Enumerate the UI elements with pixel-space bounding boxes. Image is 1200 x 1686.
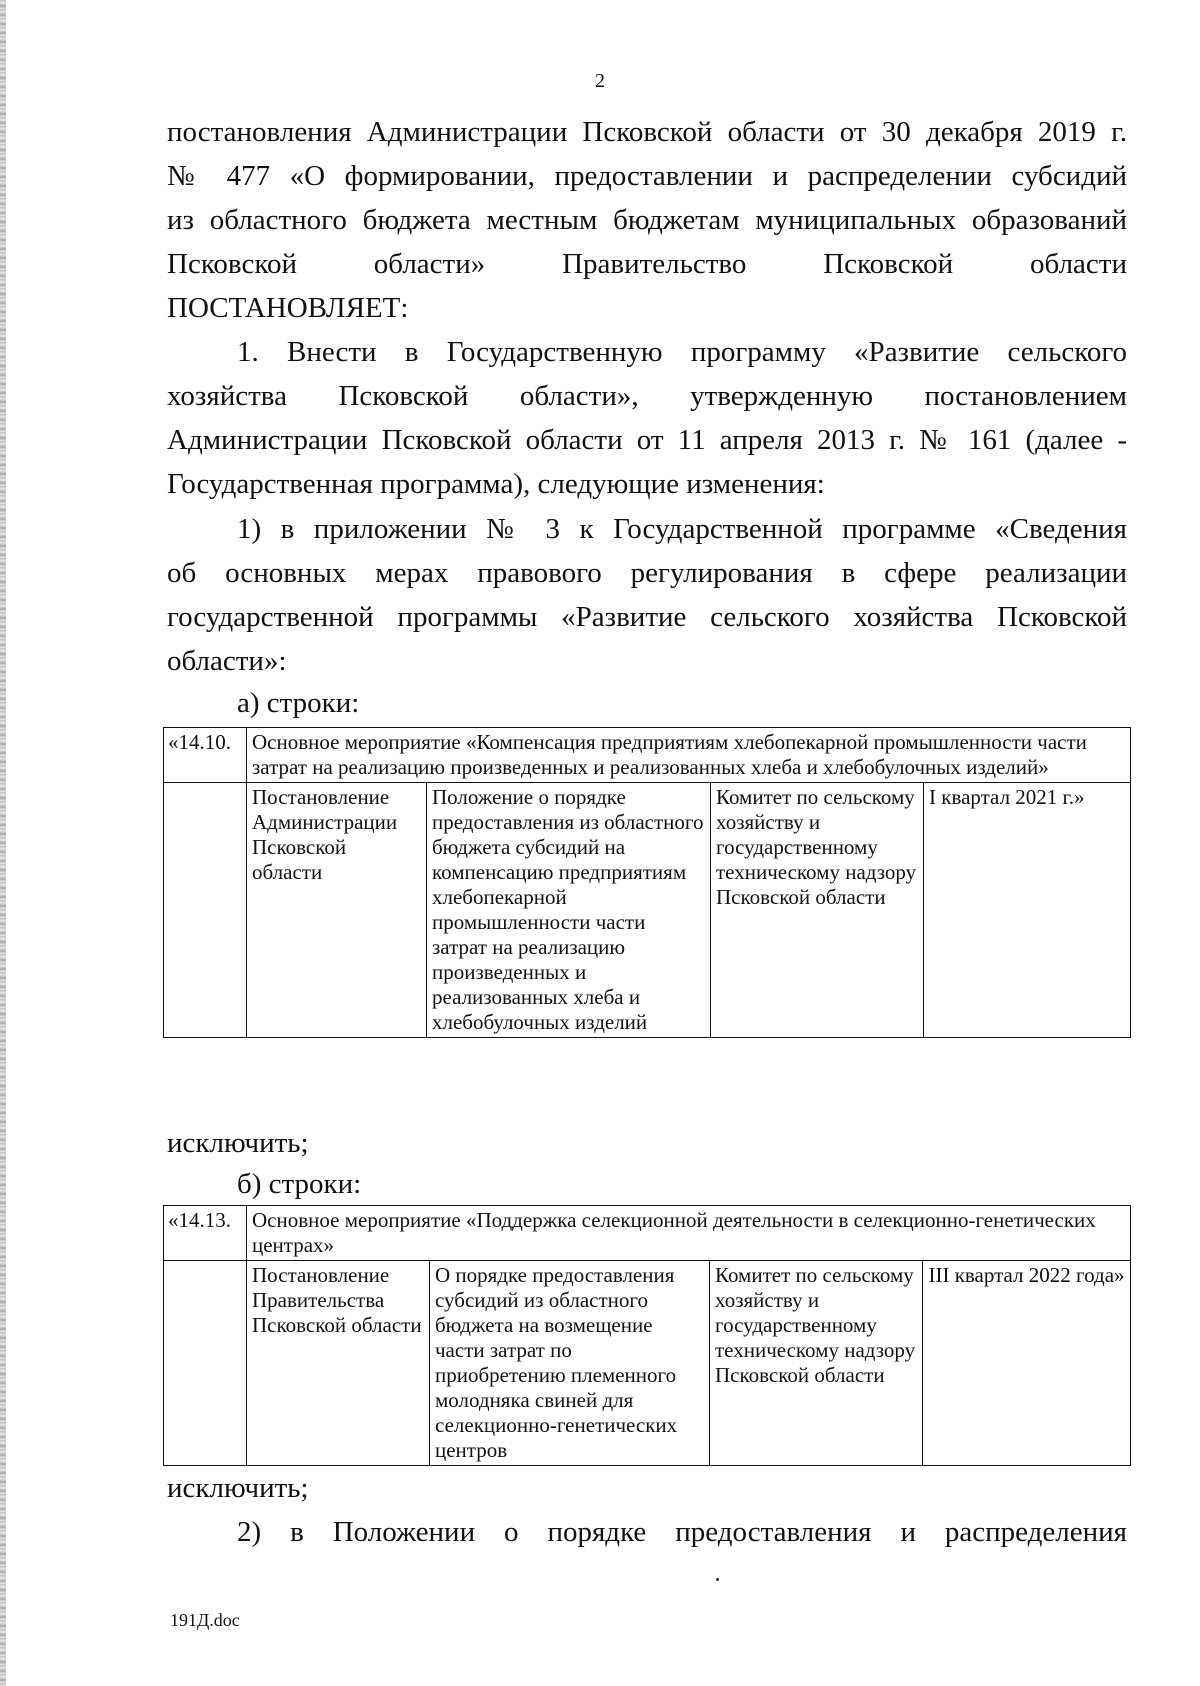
deadline-cell: I квартал 2021 г.»: [924, 783, 1131, 1038]
act-type-cell: Постановление Администрации Псковской области: [247, 783, 427, 1038]
footer-filename: 191Д.doc: [170, 1610, 240, 1630]
measure-title-cell: Основное мероприятие «Компенсация предприятиям хлебопекарной промышленности части затрат на реализацию произведенных и реализованных хлеба и хлебобулочных изделий»: [247, 728, 1131, 783]
text-line: Администрации Псковской области от 11 апреля 2013 г. № 161 (далее -: [167, 424, 1127, 456]
section-b-action: [167, 1466, 1127, 1510]
act-name-cell: О порядке предоставления субсидий из областного бюджета на возмещение части затрат по приобретению племенного молодняка свиней для селекционно-генетических центров: [430, 1261, 710, 1466]
section-b-label: [167, 1162, 1127, 1206]
text-line: 2) в Положении о порядке предоставления и распределения: [237, 1516, 1127, 1548]
row-number-cell: «14.10.: [164, 728, 247, 783]
section-label: б) строки:: [237, 1168, 362, 1200]
executor-cell: Комитет по сельскому хозяйству и государственному техническому надзору Псковской области: [711, 783, 924, 1038]
text-line: ПОСТАНОВЛЯЕТ:: [167, 292, 409, 324]
scan-speck: [716, 1578, 719, 1581]
intro-paragraph: [167, 110, 1127, 330]
text-line: Государственная программа), следующие изменения:: [167, 468, 825, 500]
table-row: [164, 1261, 1131, 1466]
text-line: из областного бюджета местным бюджетам муниципальных образований: [167, 204, 1127, 236]
item-1-paragraph: [167, 330, 1127, 506]
action-text: исключить;: [167, 1127, 309, 1159]
text-line: государственной программы «Развитие сельского хозяйства Псковской: [167, 601, 1127, 633]
text-line: 1) в приложении № 3 к Государственной программе «Сведения: [237, 513, 1127, 545]
scan-edge: [0, 0, 6, 1686]
table-header-row: [164, 728, 1131, 783]
section-label: а) строки:: [237, 687, 360, 719]
subitem-2-paragraph: [167, 1510, 1127, 1554]
deadline-cell: III квартал 2022 года»: [923, 1261, 1131, 1466]
section-a-action: [167, 1121, 1127, 1165]
empty-cell: [164, 783, 247, 1038]
table-header-row: [164, 1206, 1131, 1261]
text-line: хозяйства Псковской области», утвержденную постановлением: [167, 380, 1127, 412]
text-line: № 477 «О формировании, предоставлении и распределении субсидий: [167, 160, 1127, 192]
table-a: [163, 727, 1131, 1038]
act-type-cell: Постановление Правительства Псковской области: [247, 1261, 430, 1466]
table-row: [164, 783, 1131, 1038]
executor-cell: Комитет по сельскому хозяйству и государственному техническому надзору Псковской области: [710, 1261, 923, 1466]
text-line: области»:: [167, 645, 287, 677]
text-line: 1. Внести в Государственную программу «Развитие сельского: [237, 336, 1127, 368]
row-number-cell: «14.13.: [164, 1206, 247, 1261]
subitem-1-paragraph: [167, 507, 1127, 683]
page-number: 2: [595, 70, 605, 92]
section-a-label: [167, 681, 1127, 725]
measure-title-cell: Основное мероприятие «Поддержка селекционной деятельности в селекционно-генетических центрах»: [247, 1206, 1131, 1261]
text-line: об основных мерах правового регулирования в сфере реализации: [167, 557, 1127, 589]
text-line: Псковской области» Правительство Псковской области: [167, 248, 1127, 280]
text-line: постановления Администрации Псковской области от 30 декабря 2019 г.: [167, 116, 1127, 148]
action-text: исключить;: [167, 1472, 309, 1504]
act-name-cell: Положение о порядке предоставления из областного бюджета субсидий на компенсацию предприятиям хлебопекарной промышленности части затрат на реализацию произведенных и реализованных хлеба и хлебобулочных изделий: [427, 783, 711, 1038]
empty-cell: [164, 1261, 247, 1466]
table-b: [163, 1205, 1131, 1466]
